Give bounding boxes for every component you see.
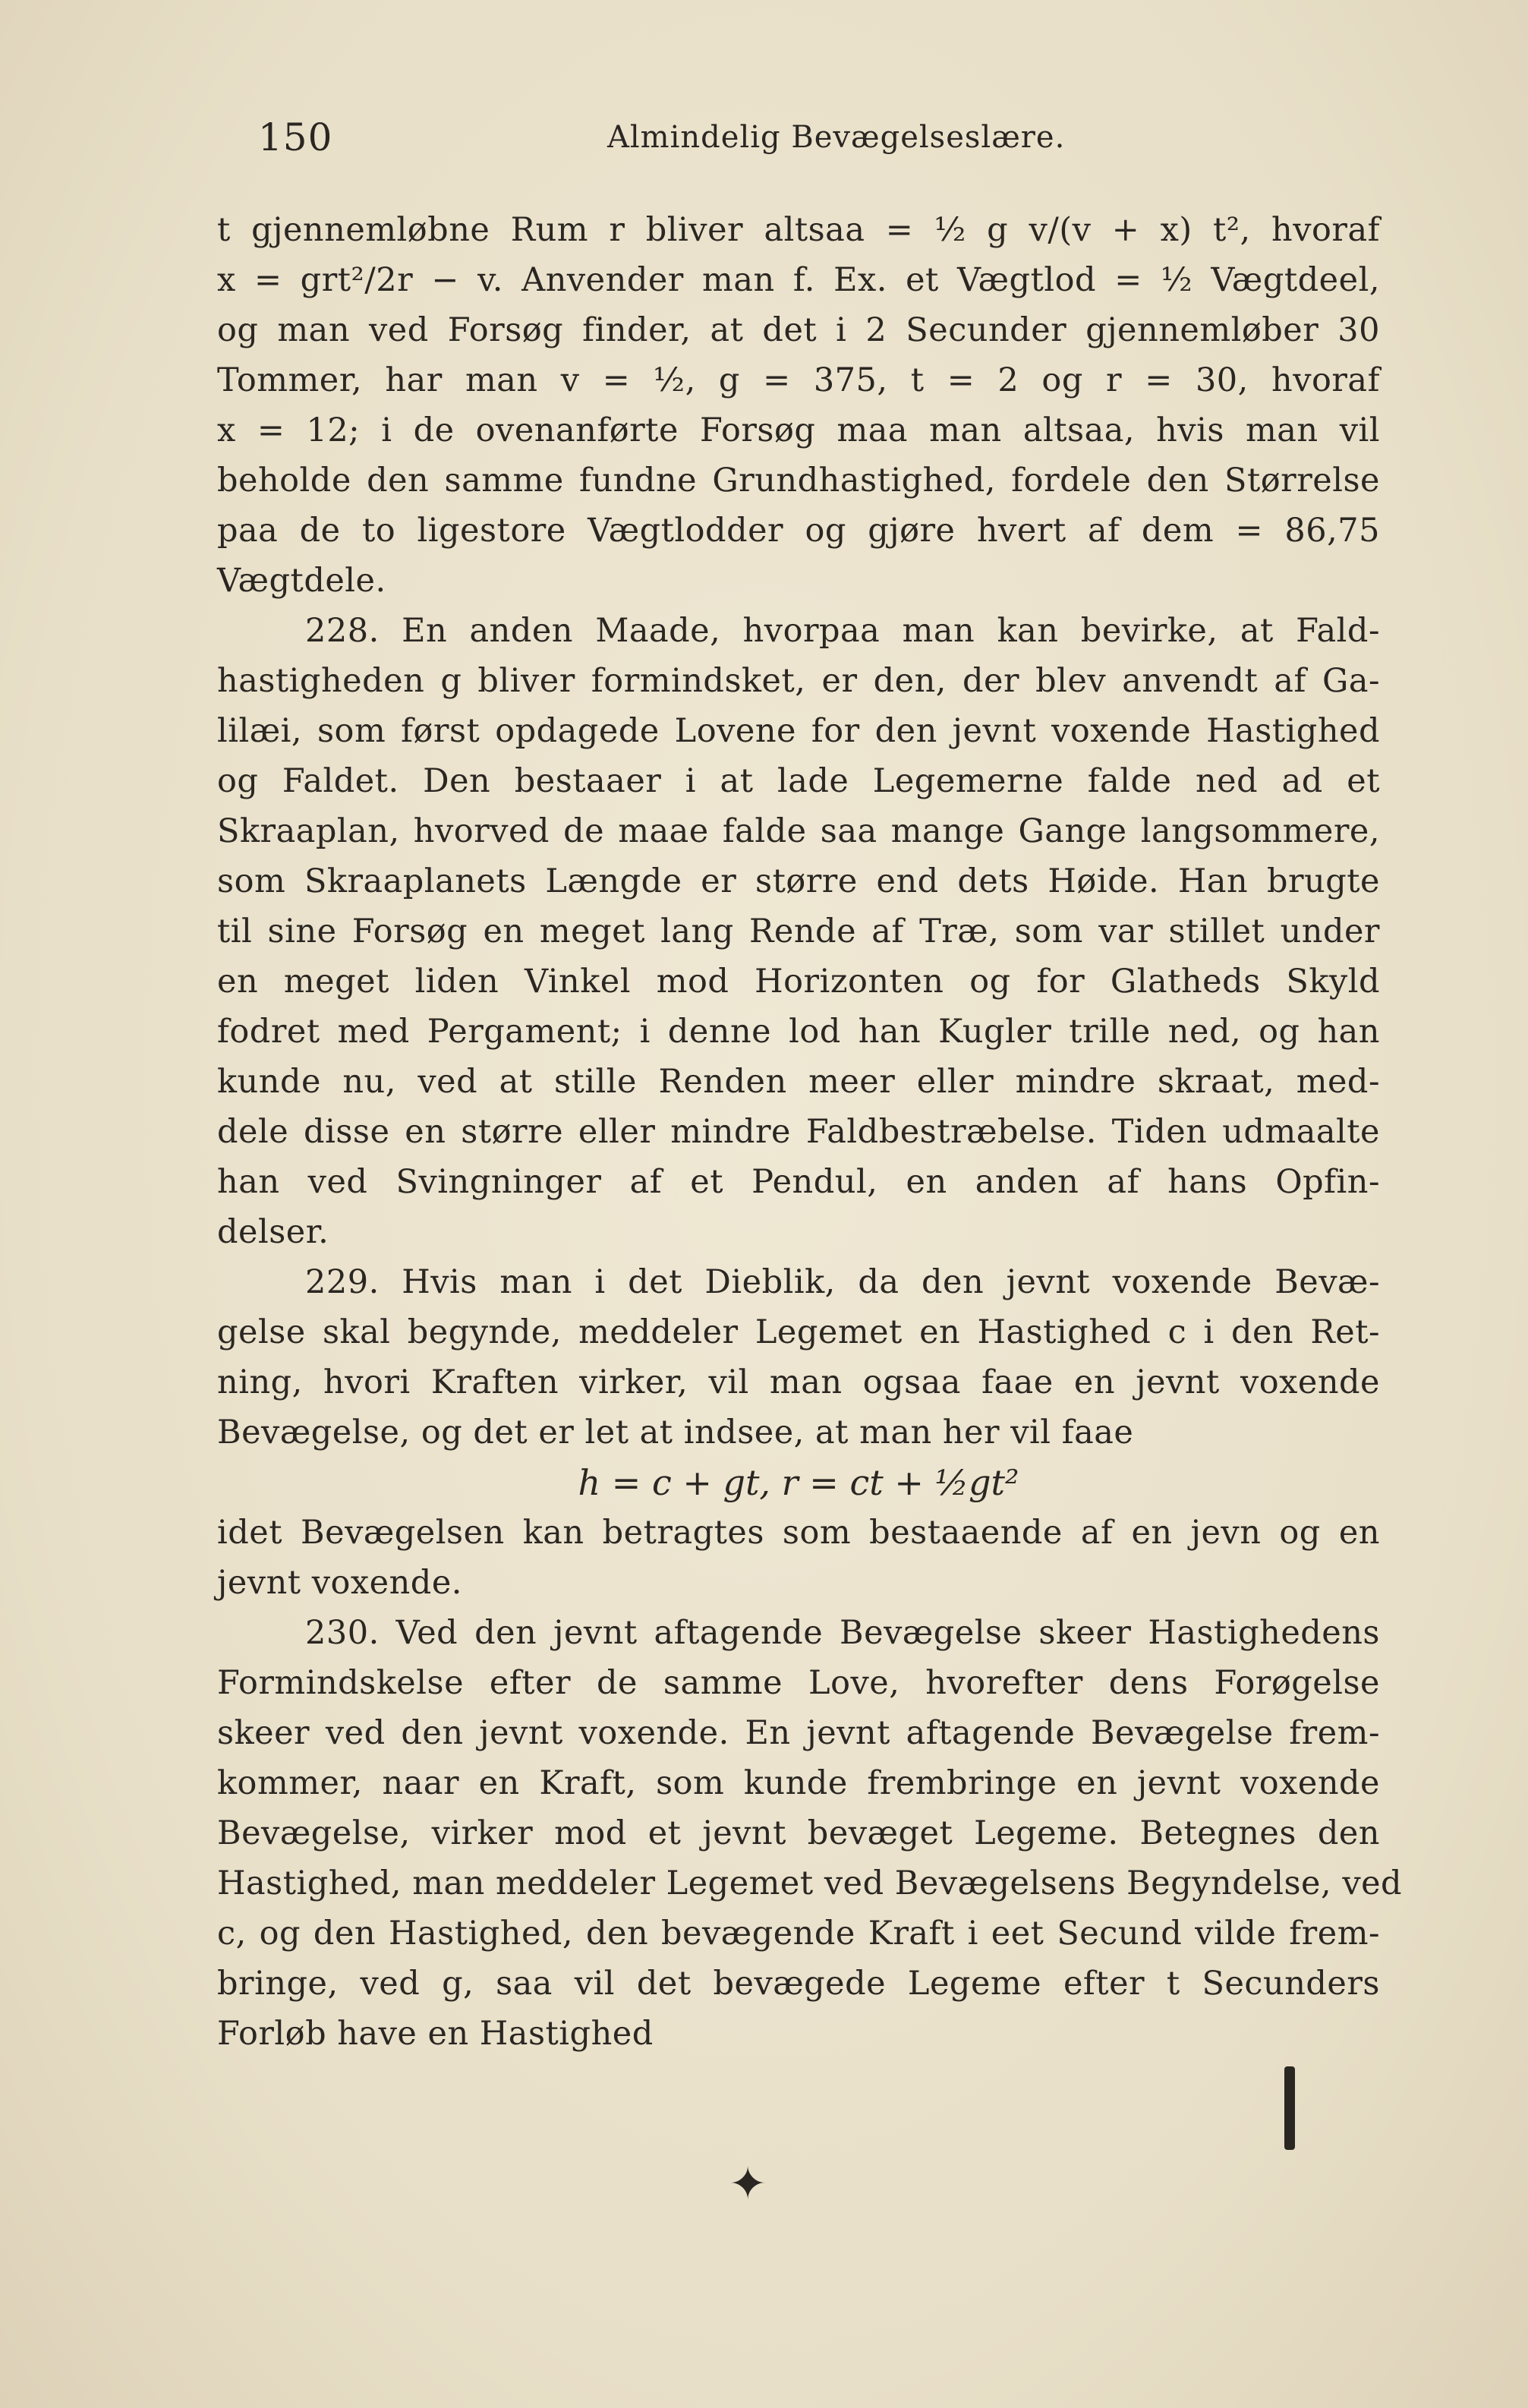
text-line: og man ved Forsøg finder, at det i 2 Secunder gjennemløber 30 — [217, 311, 1380, 349]
text-line: Bevægelse, virker mod et jevnt bevæget Legeme. Betegnes den — [217, 1814, 1380, 1852]
text-line: lilæi, som først opdagede Lovene for den jevnt voxende Hastighed — [217, 712, 1380, 750]
text-line: gelse skal begynde, meddeler Legemet en Hastighed c i den Ret- — [217, 1313, 1380, 1351]
text-line: dele disse en større eller mindre Faldbestræbelse. Tiden udmaalte — [217, 1113, 1380, 1151]
text-line: paa de to ligestore Vægtlodder og gjøre hvert af dem = 86,75 — [217, 512, 1380, 550]
pencil-mark-icon: ✦ — [729, 2157, 767, 2211]
paragraph-229-start: 229. Hvis man i det Dieblik, da den jevnt voxende Bevæ- — [305, 1263, 1380, 1301]
text-line: x = grt²/2r − v. Anvender man f. Ex. et Vægtlod = ½ Vægtdeel, — [217, 261, 1380, 299]
text-line: Forløb have en Hastighed — [217, 2015, 654, 2053]
page-clip-mark — [1284, 2066, 1295, 2150]
text-line: x = 12; i de ovenanførte Forsøg maa man altsaa, hvis man vil — [217, 411, 1380, 449]
paragraph-228-start: 228. En anden Maade, hvorpaa man kan bevirke, at Fald- — [305, 612, 1380, 650]
page-header — [0, 115, 1528, 161]
text-line: beholde den samme fundne Grundhastighed, fordele den Størrelse — [217, 462, 1380, 500]
text-line: Bevægelse, og det er let at indsee, at man her vil faae — [217, 1414, 1134, 1451]
text-line: fodret med Pergament; i denne lod han Kugler trille ned, og han — [217, 1013, 1380, 1051]
text-line: Skraaplan, hvorved de maae falde saa mange Gange langsommere, — [217, 812, 1380, 850]
text-line: skeer ved den jevnt voxende. En jevnt aftagende Bevægelse frem- — [217, 1714, 1380, 1752]
text-line: hastigheden g bliver formindsket, er den, der blev anvendt af Ga- — [217, 662, 1380, 700]
text-line: Hastighed, man meddeler Legemet ved Bevægelsens Begyndelse, ved — [217, 1864, 1403, 1902]
text-line: som Skraaplanets Længde er større end dets Høide. Han brugte — [217, 862, 1380, 900]
running-head: Almindelig Bevægelseslære. — [607, 120, 1066, 155]
text-line: Vægtdele. — [217, 562, 386, 600]
text-line: jevnt voxende. — [217, 1564, 462, 1602]
text-line: han ved Svingninger af et Pendul, en anden af hans Opfin- — [217, 1163, 1380, 1201]
text-line: Formindskelse efter de samme Love, hvorefter dens Forøgelse — [217, 1664, 1380, 1702]
text-line: bringe, ved g, saa vil det bevægede Legeme efter t Secunders — [217, 1965, 1380, 2003]
text-line: idet Bevægelsen kan betragtes som bestaaende af en jevn og en — [217, 1514, 1380, 1552]
text-line: t gjennemløbne Rum r bliver altsaa = ½ g v/(v + x) t², hvoraf — [217, 211, 1380, 249]
body-text — [217, 205, 1403, 2059]
text-line: c, og den Hastighed, den bevægende Kraft i eet Secund vilde frem- — [217, 1915, 1380, 1953]
text-line: ning, hvori Kraften virker, vil man ogsaa faae en jevnt voxende — [217, 1363, 1380, 1401]
page-number: 150 — [258, 115, 333, 159]
text-line: til sine Forsøg en meget lang Rende af Træ, som var stillet under — [217, 912, 1380, 950]
text-line: og Faldet. Den bestaaer i at lade Legemerne falde ned ad et — [217, 762, 1380, 800]
text-line: Tommer, har man v = ½, g = 375, t = 2 og r = 30, hvoraf — [217, 361, 1380, 399]
text-line: kommer, naar en Kraft, som kunde frembringe en jevnt voxende — [217, 1764, 1380, 1802]
text-line: en meget liden Vinkel mod Horizonten og for Glatheds Skyld — [217, 963, 1380, 1001]
formula: h = c + gt, r = ct + ½gt² — [578, 1462, 1019, 1503]
text-line: kunde nu, ved at stille Renden meer eller mindre skraat, med- — [217, 1063, 1380, 1101]
text-line: delser. — [217, 1213, 329, 1251]
paragraph-230-start: 230. Ved den jevnt aftagende Bevægelse skeer Hastighedens — [305, 1614, 1380, 1652]
